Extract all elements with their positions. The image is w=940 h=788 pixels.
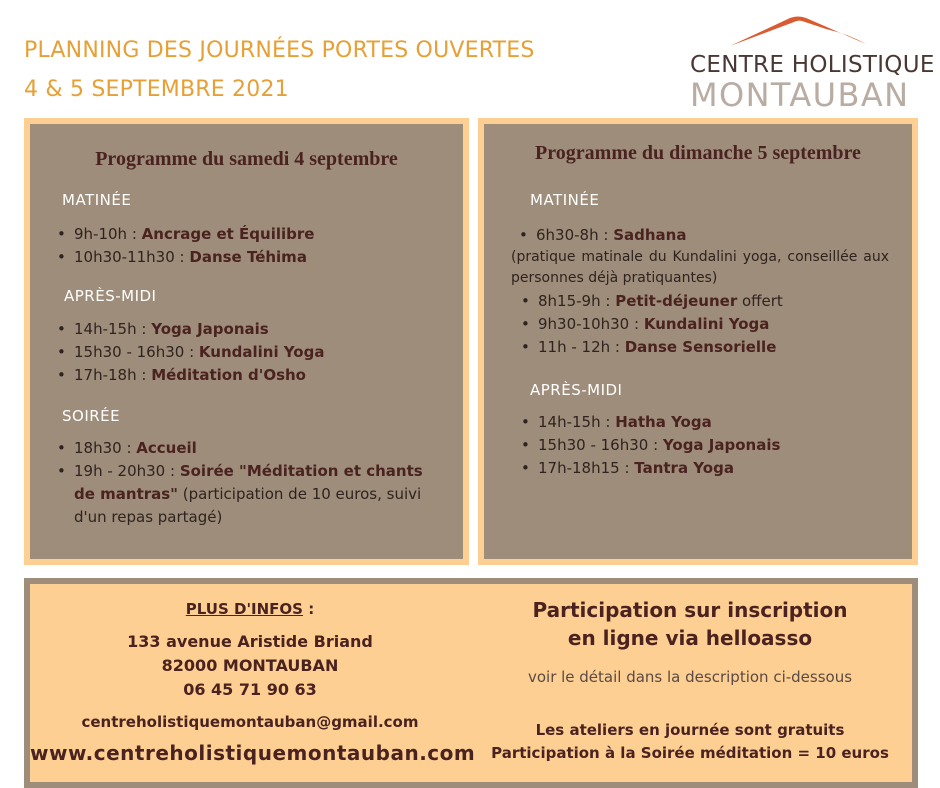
registration-line2: en ligne via helloasso — [567, 626, 813, 650]
list-item: • 18h30 : Accueil — [54, 437, 439, 460]
saturday-afternoon-list — [54, 318, 449, 387]
sunday-afternoon-label: APRÈS-MIDI — [530, 381, 623, 399]
saturday-morning-list — [54, 223, 449, 269]
evening-price: Participation à la Soirée méditation = 10 euros — [491, 744, 889, 762]
list-item: • 9h-10h : Ancrage et Équilibre — [54, 223, 449, 246]
address: 133 avenue Aristide Briand — [127, 632, 373, 651]
saturday-evening-label: SOIRÉE — [62, 407, 121, 425]
list-item: • 17h-18h : Méditation d'Osho — [54, 364, 449, 387]
sunday-morning-first — [516, 224, 886, 247]
sunday-morning-label: MATINÉE — [530, 191, 600, 209]
phone[interactable]: 06 45 71 90 63 — [183, 680, 317, 699]
registration-line1: Participation sur inscription — [532, 598, 848, 622]
list-item: • 10h30-11h30 : Danse Téhima — [54, 246, 449, 269]
list-item: • 11h - 12h : Danse Sensorielle — [518, 336, 888, 359]
website-link[interactable]: www.centreholistiquemontauban.com — [30, 741, 476, 765]
free-workshops: Les ateliers en journée sont gratuits — [535, 721, 845, 739]
logo-line2: MONTAUBAN — [690, 76, 910, 114]
list-item: • 19h - 20h30 : Soirée "Méditation et chants de mantras" (participation de 10 euros, suivi d'un repas partagé) — [54, 460, 439, 529]
list-item: • 8h15-9h : Petit-déjeuner offert — [518, 290, 888, 313]
sunday-panel — [478, 118, 918, 565]
info-box — [24, 578, 918, 788]
sunday-morning-list — [518, 290, 888, 359]
sadhana-note: (pratique matinale du Kundalini yoga, conseillée aux personnes déjà pratiquantes) — [511, 249, 889, 286]
list-item: • 9h30-10h30 : Kundalini Yoga — [518, 313, 888, 336]
list-item: • 17h-18h15 : Tantra Yoga — [518, 457, 888, 480]
page-dates: 4 & 5 SEPTEMBRE 2021 — [24, 77, 289, 102]
registration-detail: voir le détail dans la description ci-dessous — [527, 668, 853, 686]
saturday-evening-list — [54, 437, 439, 529]
roof-icon — [728, 14, 868, 48]
list-item: • 15h30 - 16h30 : Yoga Japonais — [518, 434, 888, 457]
list-item: • 15h30 - 16h30 : Kundalini Yoga — [54, 341, 449, 364]
city: 82000 MONTAUBAN — [161, 656, 339, 675]
list-item: • 14h-15h : Hatha Yoga — [518, 411, 888, 434]
infos-heading: PLUS D'INFOS : — [185, 600, 315, 618]
list-item: • 14h-15h : Yoga Japonais — [54, 318, 449, 341]
list-item: • 6h30-8h : Sadhana — [516, 224, 886, 247]
saturday-afternoon-label: APRÈS-MIDI — [64, 287, 157, 305]
sunday-title: Programme du dimanche 5 septembre — [535, 142, 861, 164]
email-link[interactable]: centreholistiquemontauban@gmail.com — [81, 713, 419, 731]
saturday-title: Programme du samedi 4 septembre — [95, 148, 398, 170]
logo-line1: CENTRE HOLISTIQUE — [690, 52, 935, 78]
sunday-afternoon-list — [518, 411, 888, 480]
logo — [688, 14, 935, 114]
saturday-panel — [24, 118, 469, 565]
page-title: PLANNING DES JOURNÉES PORTES OUVERTES — [24, 38, 535, 63]
saturday-morning-label: MATINÉE — [62, 191, 132, 209]
